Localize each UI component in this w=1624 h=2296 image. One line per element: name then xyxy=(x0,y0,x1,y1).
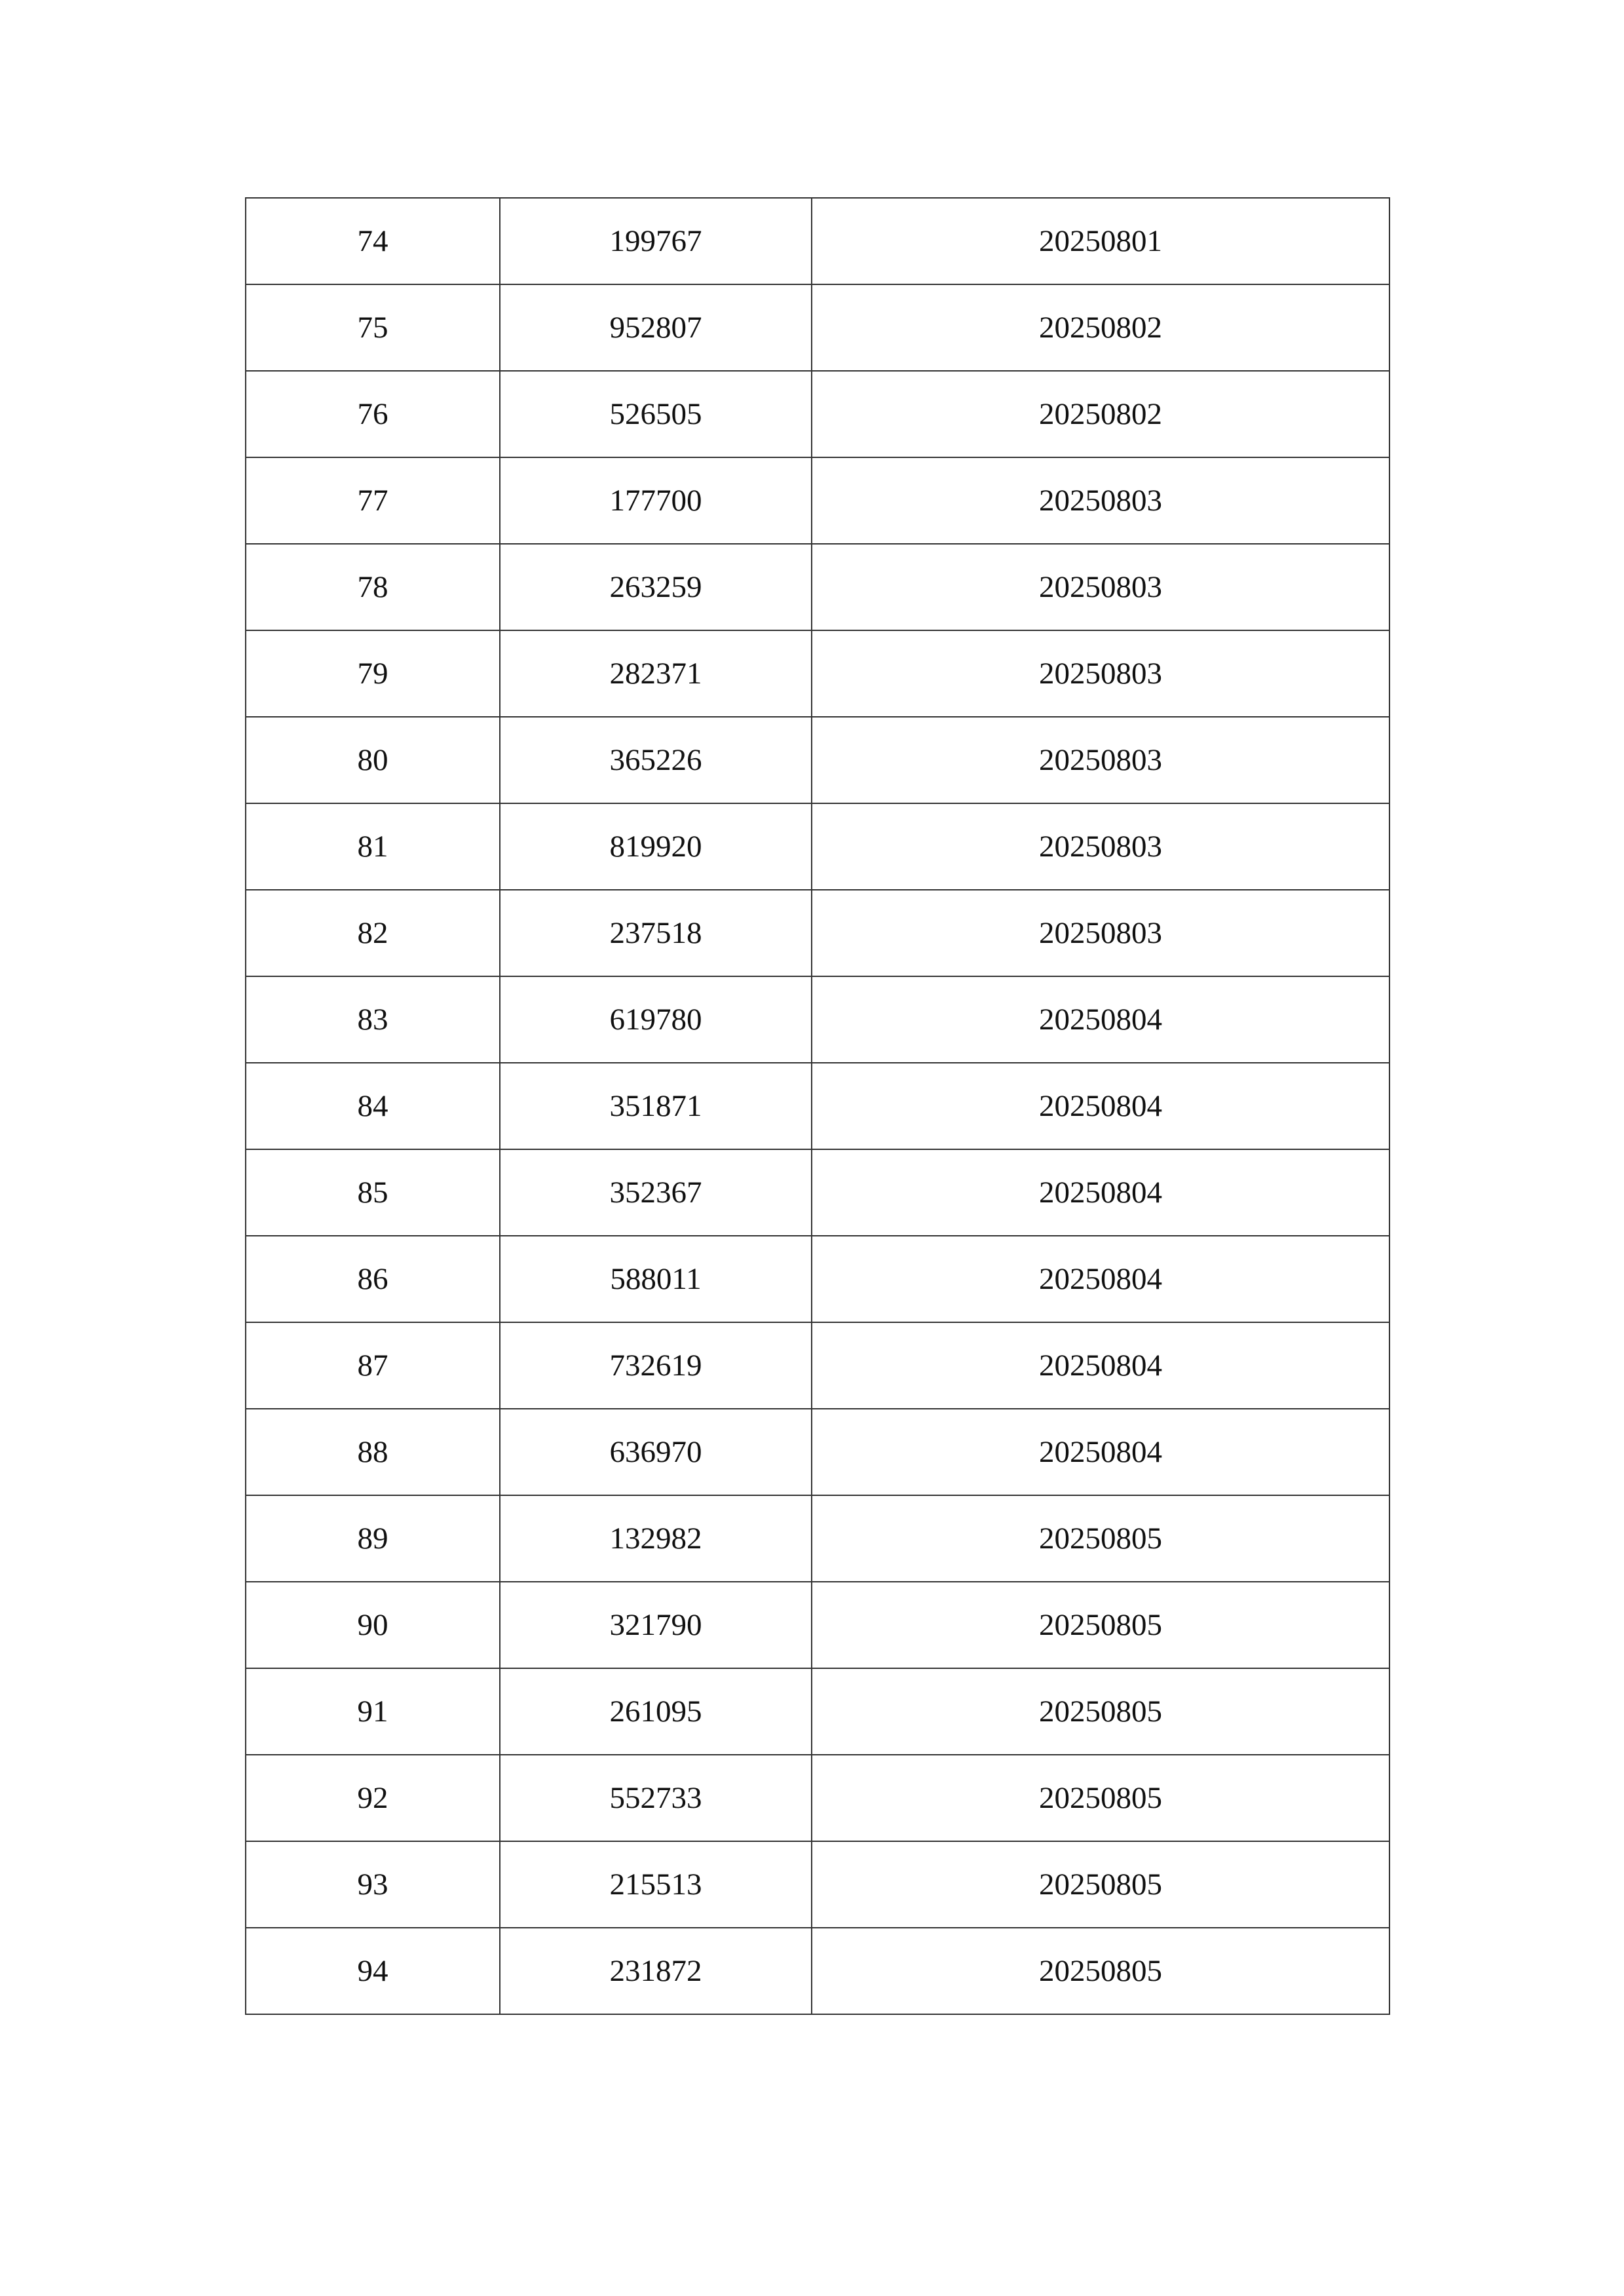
date-cell: 20250805 xyxy=(812,1928,1389,2014)
row-number-cell: 93 xyxy=(246,1841,500,1928)
date-cell: 20250804 xyxy=(812,1063,1389,1149)
table-row xyxy=(246,1495,1389,1582)
table-row xyxy=(246,1668,1389,1755)
date-cell: 20250803 xyxy=(812,890,1389,976)
date-cell: 20250801 xyxy=(812,198,1389,284)
date-cell: 20250805 xyxy=(812,1755,1389,1841)
date-cell: 20250802 xyxy=(812,371,1389,457)
code-cell: 552733 xyxy=(500,1755,812,1841)
table-row xyxy=(246,1841,1389,1928)
code-cell: 282371 xyxy=(500,630,812,717)
date-cell: 20250804 xyxy=(812,1409,1389,1495)
table-row xyxy=(246,457,1389,544)
date-cell: 20250803 xyxy=(812,630,1389,717)
code-cell: 952807 xyxy=(500,284,812,371)
date-cell: 20250804 xyxy=(812,1236,1389,1322)
date-cell: 20250803 xyxy=(812,457,1389,544)
row-number-cell: 75 xyxy=(246,284,500,371)
code-cell: 261095 xyxy=(500,1668,812,1755)
table-body xyxy=(246,198,1389,2014)
row-number-cell: 78 xyxy=(246,544,500,630)
row-number-cell: 77 xyxy=(246,457,500,544)
date-cell: 20250804 xyxy=(812,1149,1389,1236)
code-cell: 237518 xyxy=(500,890,812,976)
data-table xyxy=(245,197,1390,2015)
date-cell: 20250802 xyxy=(812,284,1389,371)
table-row xyxy=(246,1409,1389,1495)
date-cell: 20250805 xyxy=(812,1668,1389,1755)
table-row xyxy=(246,544,1389,630)
date-cell: 20250805 xyxy=(812,1495,1389,1582)
row-number-cell: 90 xyxy=(246,1582,500,1668)
code-cell: 231872 xyxy=(500,1928,812,2014)
code-cell: 526505 xyxy=(500,371,812,457)
row-number-cell: 87 xyxy=(246,1322,500,1409)
code-cell: 199767 xyxy=(500,198,812,284)
code-cell: 321790 xyxy=(500,1582,812,1668)
code-cell: 732619 xyxy=(500,1322,812,1409)
code-cell: 263259 xyxy=(500,544,812,630)
table-row xyxy=(246,717,1389,803)
code-cell: 215513 xyxy=(500,1841,812,1928)
table-row xyxy=(246,630,1389,717)
table-row xyxy=(246,803,1389,890)
table-row xyxy=(246,1755,1389,1841)
code-cell: 619780 xyxy=(500,976,812,1063)
row-number-cell: 86 xyxy=(246,1236,500,1322)
code-cell: 352367 xyxy=(500,1149,812,1236)
row-number-cell: 76 xyxy=(246,371,500,457)
row-number-cell: 74 xyxy=(246,198,500,284)
row-number-cell: 91 xyxy=(246,1668,500,1755)
code-cell: 177700 xyxy=(500,457,812,544)
table-row xyxy=(246,890,1389,976)
table-row xyxy=(246,371,1389,457)
table-row xyxy=(246,284,1389,371)
row-number-cell: 92 xyxy=(246,1755,500,1841)
table-row xyxy=(246,198,1389,284)
table-row xyxy=(246,1928,1389,2014)
table-row xyxy=(246,1236,1389,1322)
code-cell: 351871 xyxy=(500,1063,812,1149)
row-number-cell: 85 xyxy=(246,1149,500,1236)
date-cell: 20250805 xyxy=(812,1582,1389,1668)
table-row xyxy=(246,1063,1389,1149)
row-number-cell: 82 xyxy=(246,890,500,976)
date-cell: 20250804 xyxy=(812,1322,1389,1409)
table-row xyxy=(246,976,1389,1063)
date-cell: 20250803 xyxy=(812,717,1389,803)
date-cell: 20250803 xyxy=(812,803,1389,890)
code-cell: 636970 xyxy=(500,1409,812,1495)
code-cell: 365226 xyxy=(500,717,812,803)
date-cell: 20250805 xyxy=(812,1841,1389,1928)
row-number-cell: 80 xyxy=(246,717,500,803)
date-cell: 20250804 xyxy=(812,976,1389,1063)
code-cell: 588011 xyxy=(500,1236,812,1322)
code-cell: 819920 xyxy=(500,803,812,890)
row-number-cell: 84 xyxy=(246,1063,500,1149)
row-number-cell: 83 xyxy=(246,976,500,1063)
table-row xyxy=(246,1149,1389,1236)
row-number-cell: 94 xyxy=(246,1928,500,2014)
table-row xyxy=(246,1322,1389,1409)
table-row xyxy=(246,1582,1389,1668)
code-cell: 132982 xyxy=(500,1495,812,1582)
row-number-cell: 79 xyxy=(246,630,500,717)
date-cell: 20250803 xyxy=(812,544,1389,630)
row-number-cell: 81 xyxy=(246,803,500,890)
row-number-cell: 88 xyxy=(246,1409,500,1495)
row-number-cell: 89 xyxy=(246,1495,500,1582)
